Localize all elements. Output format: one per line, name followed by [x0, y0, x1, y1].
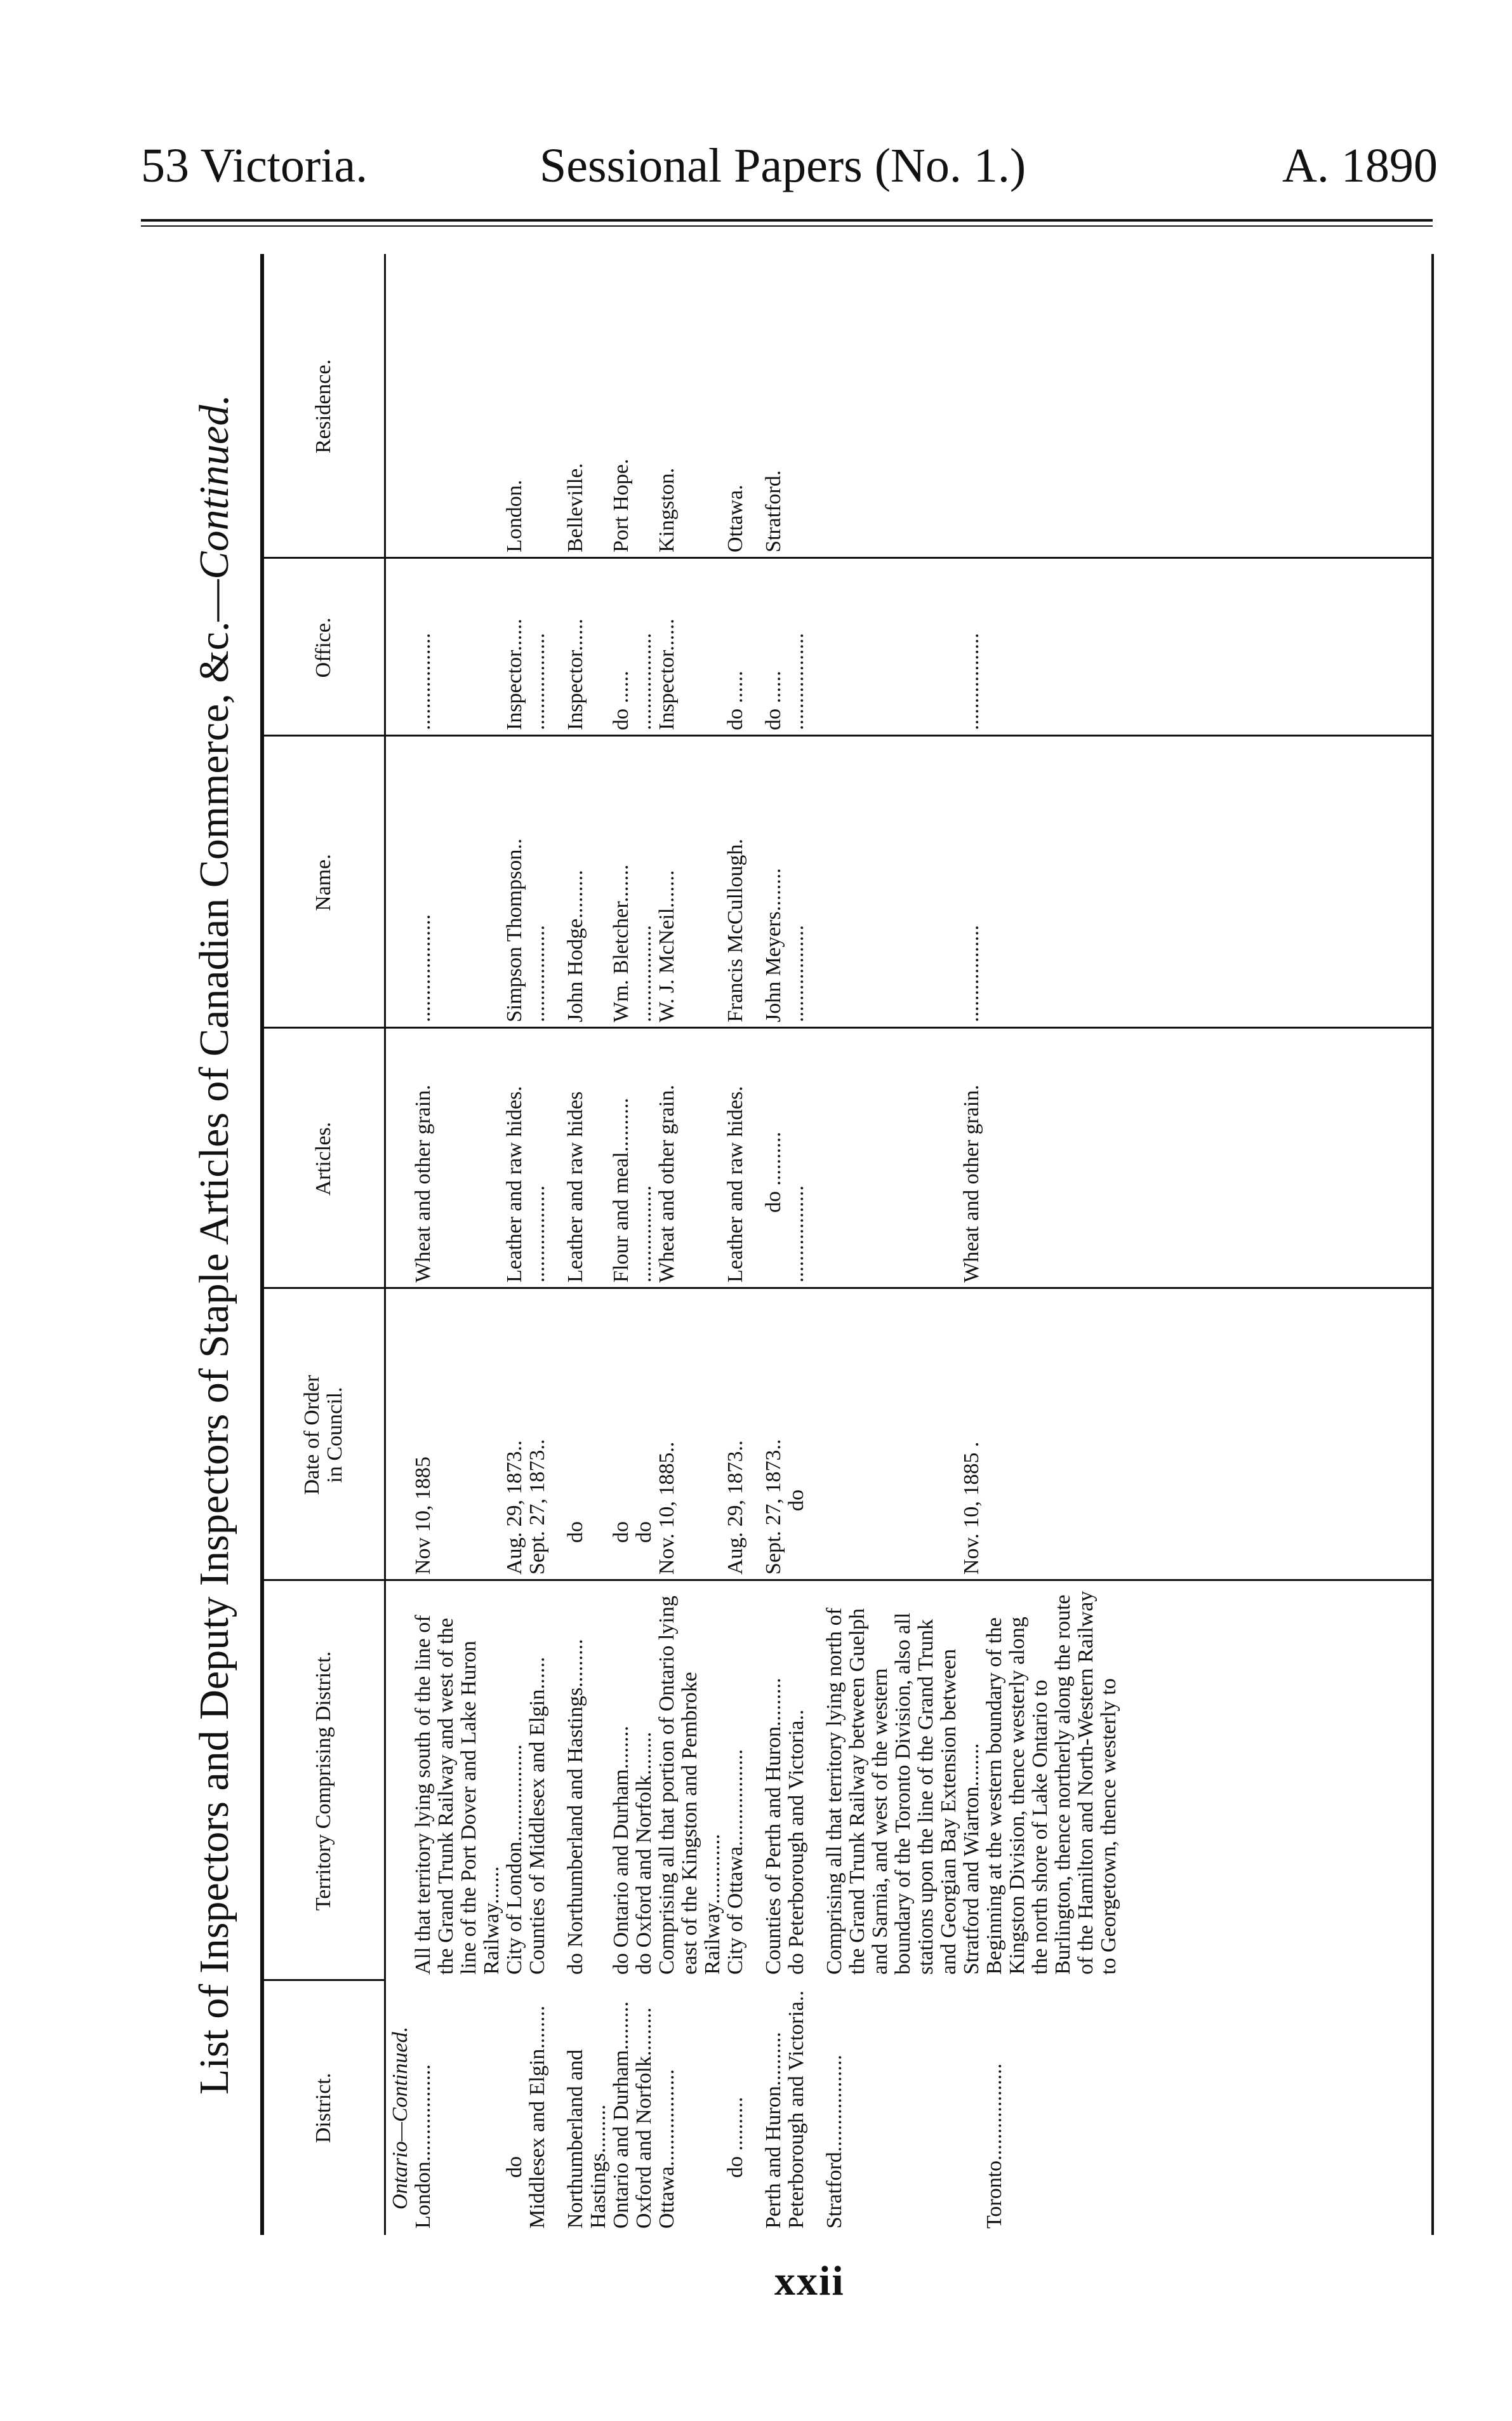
cell-residence — [412, 254, 503, 559]
cell-territory: do Oxford and Norfolk........ — [632, 1731, 656, 1975]
cell-district: Middlesex and Elgin........ — [526, 2005, 549, 2229]
cell-date: Sept. 27, 1873.. — [762, 1439, 785, 1575]
cell-articles: do .......... — [762, 1131, 785, 1213]
cell-office: Inspector...... — [503, 618, 526, 730]
cell-residence: Stratford. — [762, 470, 785, 552]
cell-territory: Counties of Perth and Huron......... — [762, 1677, 785, 1975]
cell-district: Stratford.................. — [823, 2055, 846, 2229]
cell-name — [983, 737, 1120, 1029]
cell-territory: Comprising all that portion of Ontario lying east of the Kingston and Pembroke Railway............. — [655, 1596, 724, 1975]
cell-district: Peterborough and Victoria.. — [785, 1990, 808, 2229]
cell-office — [983, 559, 1120, 737]
cell-date: Nov. 10, 1885.. — [655, 1441, 679, 1575]
cell-residence: Ottawa. — [724, 484, 747, 552]
cell-residence — [823, 254, 983, 559]
header-session: 53 Victoria. — [141, 139, 368, 192]
table-row — [633, 254, 656, 2235]
cell-articles: Wheat and other grain. — [960, 1084, 983, 1283]
table-row — [656, 254, 724, 2235]
cell-articles: Leather and raw hides. — [503, 1086, 526, 1283]
cell-residence — [785, 254, 808, 559]
cell-articles — [983, 1029, 1120, 1289]
column-header-articles: Articles. — [312, 1121, 335, 1196]
table-row — [983, 254, 1120, 2235]
cell-office: do ...... — [609, 670, 633, 730]
cell-name: Wm. Bletcher....... — [609, 864, 633, 1022]
cell-articles: Leather and raw hides. — [724, 1086, 747, 1283]
cell-district: Toronto.................. — [983, 2063, 1006, 2229]
table-row — [412, 254, 503, 2235]
column-header-name: Name. — [312, 854, 335, 911]
header-row-rule — [384, 254, 386, 2235]
cell-territory: City of London.................. — [503, 1744, 526, 1975]
header-year: A. 1890 — [1282, 139, 1438, 192]
cell-territory: Comprising all that territory lying north of the Grand Trunk Railway between Guelph and Sarnia, and west of the western boundary of the Toronto Division, also all stations upon the line of the Grand Trunk and Georgian Bay Extension between Stratford and Wiarton........ — [823, 1608, 983, 1975]
cell-office: do ...... — [724, 670, 747, 730]
cell-territory: do Northumberland and Hastings......... — [564, 1639, 587, 1975]
spacer-row — [549, 254, 564, 2235]
cell-territory: Beginning at the western boundary of the Kingston Division, thence westerly along the north shore of Lake Ontario to Burlington, thence northerly along the route of the Hamilton and North-Western Railway to Georgetown, thence westerly to — [983, 1591, 1120, 1975]
cell-district: Northumberland and Hastings......... — [564, 2049, 610, 2229]
table-row — [823, 254, 983, 2235]
section-label: Ontario—Continued. — [388, 2026, 412, 2210]
cell-residence: Port Hope. — [609, 458, 633, 552]
table-row — [724, 254, 747, 2235]
cell-name: Simpson Thompson.. — [503, 838, 526, 1022]
cell-residence — [526, 254, 549, 559]
cell-date: do — [609, 1521, 633, 1543]
cell-articles: Wheat and other grain. — [411, 1084, 435, 1283]
cell-territory: do Ontario and Durham........ — [609, 1726, 633, 1975]
list-title — [190, 254, 239, 2235]
cell-territory: All that territory lying south of the line of the Grand Trunk Railway and west of the line of the Port Dover and Lake Huron Railway....... — [411, 1615, 503, 1975]
cell-date: Aug. 29, 1873.. — [503, 1440, 526, 1575]
cell-date: do — [564, 1521, 587, 1543]
cell-residence: Belleville. — [564, 463, 587, 552]
table-row — [526, 254, 549, 2235]
spacer-row — [747, 254, 762, 2235]
table-bottom-rule — [1431, 254, 1434, 2235]
column-header-date: Date of Order in Council. — [300, 1375, 347, 1495]
cell-date: Nov 10, 1885 — [411, 1456, 435, 1575]
table-row — [564, 254, 610, 2235]
cell-articles: .................. — [632, 1185, 656, 1283]
cell-office: Inspector...... — [655, 618, 679, 730]
cell-office: .................. — [411, 633, 435, 730]
section-row — [389, 254, 412, 2235]
cell-residence — [633, 254, 656, 559]
cell-office: do ...... — [762, 670, 785, 730]
cell-articles: Flour and meal.......... — [609, 1098, 633, 1283]
cell-office: Inspector...... — [564, 618, 587, 730]
cell-date: do — [632, 1521, 656, 1543]
cell-district: London.................. — [411, 2064, 435, 2229]
cell-office: .................. — [785, 633, 808, 730]
cell-district: do .......... — [724, 2097, 747, 2178]
cell-district: Ottawa.................. — [655, 2069, 679, 2229]
cell-residence — [983, 254, 1120, 559]
list-title-continued: Continued. — [191, 394, 237, 580]
cell-date: do — [785, 1490, 808, 1511]
cell-territory: City of Ottawa.................. — [724, 1749, 747, 1975]
cell-district: Oxford and Norfolk......... — [632, 2007, 656, 2229]
cell-name: John Meyers........ — [762, 868, 785, 1022]
cell-name: Francis McCullough. — [724, 839, 747, 1022]
rotated-table-page — [191, 254, 1438, 2235]
cell-name: John Hodge......... — [564, 870, 587, 1022]
table-row — [610, 254, 633, 2235]
header-sessional-papers: Sessional Papers (No. 1.) — [540, 139, 1026, 192]
running-head — [0, 0, 1512, 216]
cell-district: Perth and Huron.......... — [762, 2032, 785, 2229]
cell-date — [983, 1289, 1120, 1581]
page-number: xxii — [774, 2258, 845, 2304]
header-rule-thick — [141, 219, 1433, 222]
column-header-office: Office. — [312, 617, 335, 678]
cell-date: Aug. 29, 1873.. — [724, 1440, 747, 1575]
cell-articles: Leather and raw hides — [564, 1091, 587, 1283]
spacer-row — [808, 254, 823, 2235]
header-rule-thin — [141, 225, 1433, 227]
cell-name: .................... — [411, 914, 435, 1022]
cell-territory: do Peterborough and Victoria.. — [785, 1709, 808, 1975]
cell-articles: Wheat and other grain. — [655, 1084, 679, 1283]
table-row — [785, 254, 808, 2235]
cell-date: Nov. 10, 1885 . — [960, 1441, 983, 1575]
cell-date: Sept. 27, 1873.. — [526, 1439, 549, 1575]
cell-name: .................. — [526, 925, 549, 1022]
cell-residence: London. — [503, 479, 526, 552]
cell-district: do — [503, 2156, 526, 2178]
cell-district: Ontario and Durham......... — [609, 2001, 633, 2229]
cell-office: .................. — [632, 633, 656, 730]
table-row — [762, 254, 785, 2235]
cell-name: W. J. McNeil....... — [655, 870, 679, 1022]
cell-office: .................. — [526, 633, 549, 730]
cell-residence: Kingston. — [655, 467, 679, 552]
cell-name: .................. — [960, 925, 983, 1022]
cell-office: .................. — [960, 633, 983, 730]
cell-name: .................. — [632, 925, 656, 1022]
column-header-district: District. — [312, 2072, 335, 2144]
inspectors-table — [389, 254, 1120, 2235]
column-header-territory: Territory Comprising District. — [312, 1651, 335, 1911]
column-header-residence: Residence. — [312, 359, 335, 454]
cell-articles: .................. — [526, 1185, 549, 1283]
list-title-main: List of Inspectors and Deputy Inspectors of Staple Articles of Canadian Commerce, &c.— — [191, 579, 237, 2095]
cell-name: .................. — [785, 925, 808, 1022]
table-row — [503, 254, 526, 2235]
cell-articles: .................. — [785, 1185, 808, 1283]
cell-territory: Counties of Middlesex and Elgin...... — [526, 1657, 549, 1975]
